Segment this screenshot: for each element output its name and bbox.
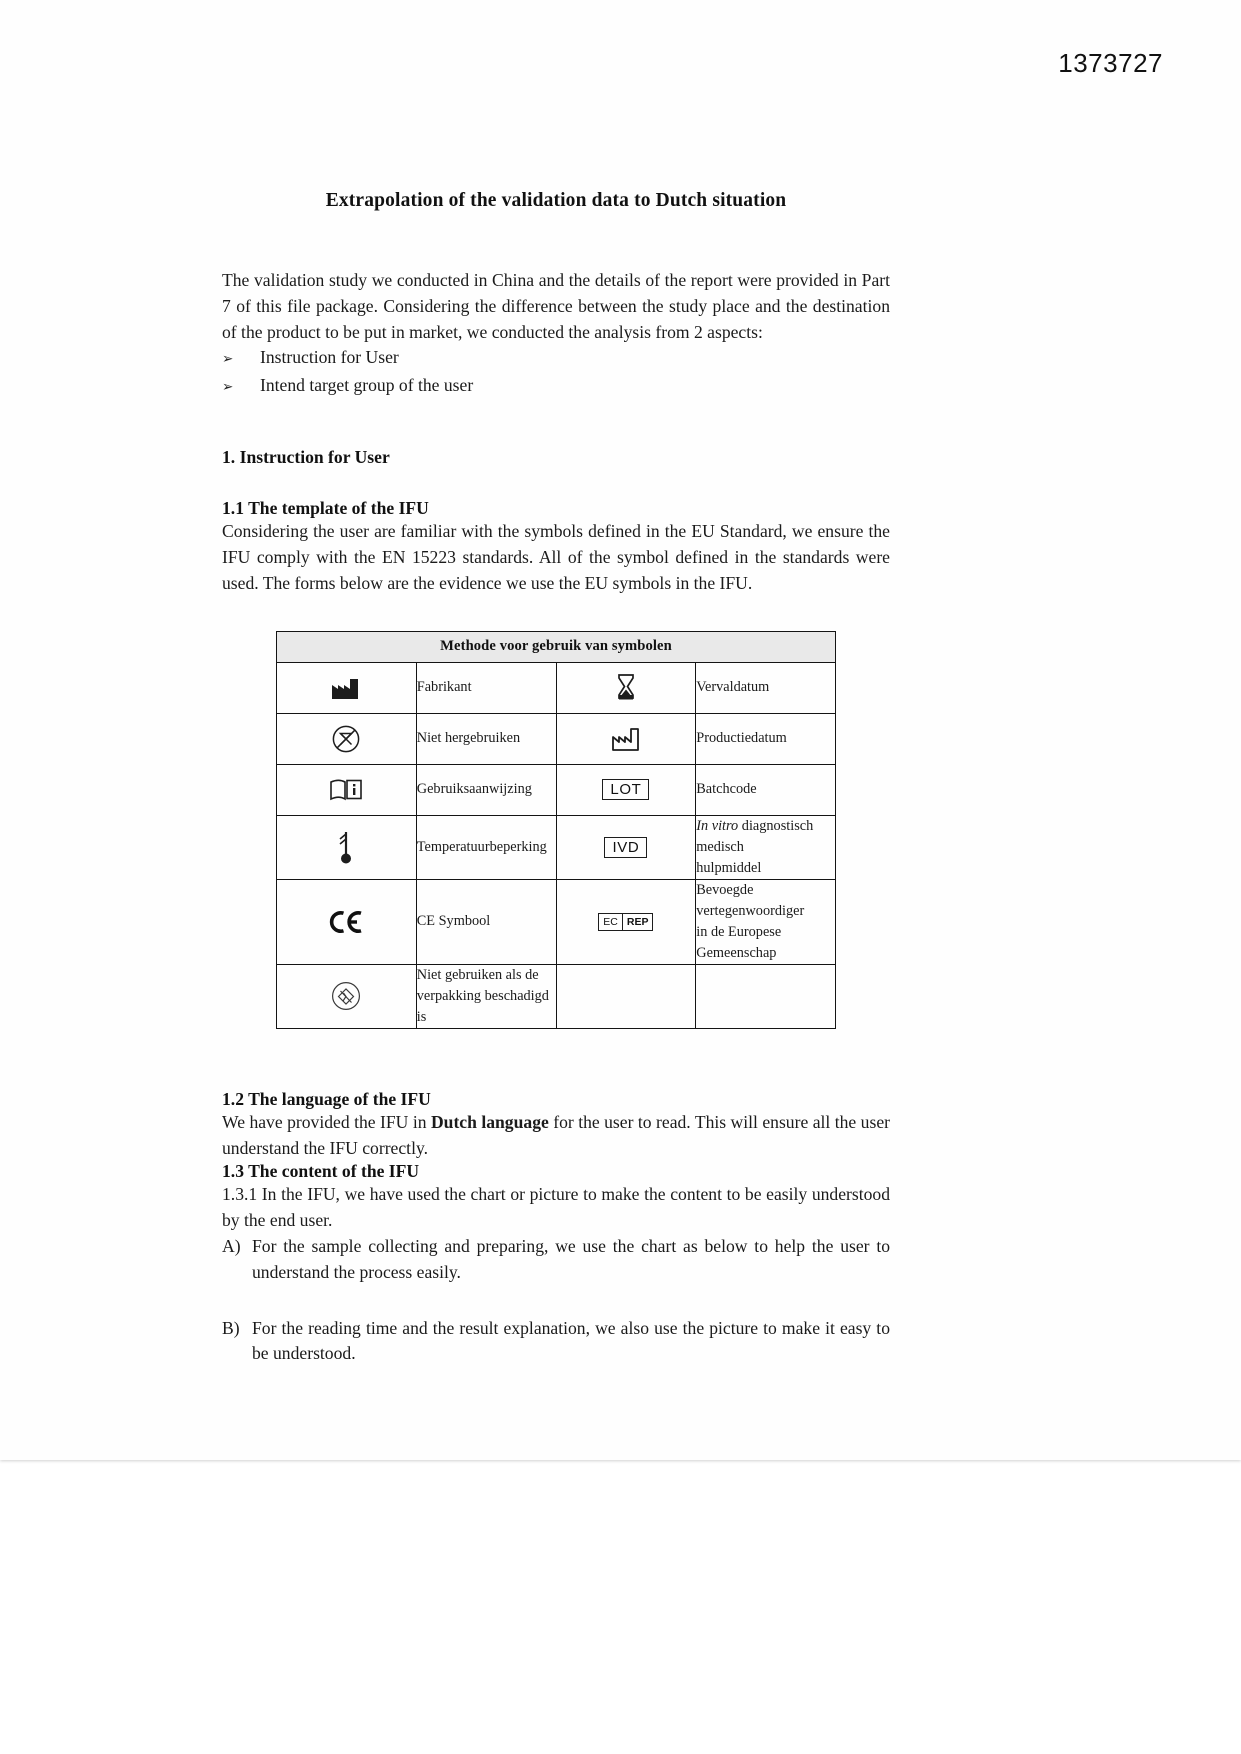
item-b [222, 1316, 890, 1368]
symbol-label: Temperatuurbeperking [416, 815, 556, 879]
symbol-label-line1: Bevoegde vertegenwoordiger [696, 881, 805, 919]
section-1-1-paragraph: Considering the user are familiar with the symbols defined in the EU Standard, we ensure the IFU comply with the EN 15223 standards. All of the symbol defined in the standards were used. The forms below are the evidence we use the EU symbols in the IFU. [222, 521, 890, 593]
symbol-label: CE Symbool [416, 879, 556, 964]
empty-icon-cell [556, 964, 696, 1028]
symbols-table [276, 631, 836, 1029]
arrow-bullet-icon: ➢ [222, 351, 234, 368]
symbol-label-line2: in de Europese Gemeenschap [696, 923, 782, 961]
lot-icon [556, 764, 696, 815]
list-item [222, 345, 890, 373]
symbols-table-header: Methode voor gebruik van symbolen [277, 631, 836, 662]
symbol-label: Batchcode [696, 764, 836, 815]
ec-rep-icon-label-rep: REP [626, 916, 649, 929]
hourglass-icon [556, 662, 696, 713]
table-row [277, 964, 836, 1028]
section-1-1-heading: 1.1 The template of the IFU [222, 498, 429, 519]
lot-icon-label: LOT [602, 779, 649, 800]
symbol-label: Vervaldatum [696, 662, 836, 713]
list-item [222, 373, 890, 401]
symbol-label: Productiedatum [696, 713, 836, 764]
symbol-label-line1: Niet gebruiken als de [416, 966, 539, 983]
section-1-2-heading: 1.2 The language of the IFU [222, 1088, 431, 1109]
instructions-booklet-icon [277, 764, 417, 815]
symbol-label: Niet hergebruiken [416, 713, 556, 764]
symbol-label-line2: verpakking beschadigd is [416, 987, 549, 1025]
page-title: Extrapolation of the validation data to Dutch situation [325, 190, 787, 211]
symbol-label-rest: diagnostisch medisch [696, 817, 814, 855]
list-item-label: Instruction for User [260, 347, 399, 368]
manufacture-date-icon [556, 713, 696, 764]
item-b-text: For the reading time and the result explanation, we also use the picture to make it easy to be understood. [252, 1317, 890, 1364]
symbol-label-italic: In vitro [696, 817, 739, 834]
table-row [277, 879, 836, 964]
item-b-marker: B) [222, 1317, 240, 1338]
item-a-text: For the sample collecting and preparing, we use the chart as below to help the user to understand the process easily. [252, 1235, 890, 1282]
symbol-label: Fabrikant [416, 662, 556, 713]
symbol-label [696, 879, 836, 964]
intro-paragraph: The validation study we conducted in China and the details of the report were provided in Part 7 of this file package. Considering the difference between the study place and the destination of the product to be put in market, we conducted the analysis from 2 aspects: [222, 270, 890, 342]
symbol-label-line2: hulpmiddel [696, 859, 762, 876]
factory-icon [277, 662, 417, 713]
arrow-bullet-icon: ➢ [222, 378, 234, 395]
symbol-label [696, 815, 836, 879]
table-row [277, 764, 836, 815]
ivd-icon-label: IVD [604, 837, 647, 858]
symbol-label [416, 964, 556, 1028]
document-body [222, 190, 890, 1367]
damaged-package-icon [277, 964, 417, 1028]
ivd-icon [556, 815, 696, 879]
thermometer-icon [277, 815, 417, 879]
dutch-language-emphasis: Dutch language [430, 1111, 549, 1132]
section-1-2-paragraph [222, 1110, 890, 1162]
do-not-reuse-icon [277, 713, 417, 764]
section-1-3-1-paragraph: 1.3.1 In the IFU, we have used the chart or picture to make the content to be easily understood by the end user. [222, 1184, 890, 1231]
item-a [222, 1234, 890, 1286]
symbols-table-container [276, 631, 836, 1029]
symbol-label: Gebruiksaanwijzing [416, 764, 556, 815]
ce-mark-icon [277, 879, 417, 964]
table-row [277, 662, 836, 713]
section-1-heading: 1. Instruction for User [222, 447, 390, 468]
page-number: 1373727 [1058, 48, 1163, 78]
table-row [277, 815, 836, 879]
item-a-marker: A) [222, 1235, 241, 1256]
table-row [277, 713, 836, 764]
table-header-row [277, 631, 836, 662]
section-1-3-heading: 1.3 The content of the IFU [222, 1161, 420, 1182]
section-1-2-text-part1: We have provided the IFU in [222, 1111, 431, 1132]
ec-rep-icon-box [598, 913, 653, 931]
empty-label-cell [696, 964, 836, 1028]
list-item-label: Intend target group of the user [260, 374, 474, 395]
ec-rep-icon [556, 879, 696, 964]
ec-rep-icon-label-ec: EC [599, 914, 623, 930]
aspects-list [222, 345, 890, 400]
section-1-2-text-part2: for the user to read. This will ensure all the user understand the IFU correctly. [222, 1111, 890, 1158]
